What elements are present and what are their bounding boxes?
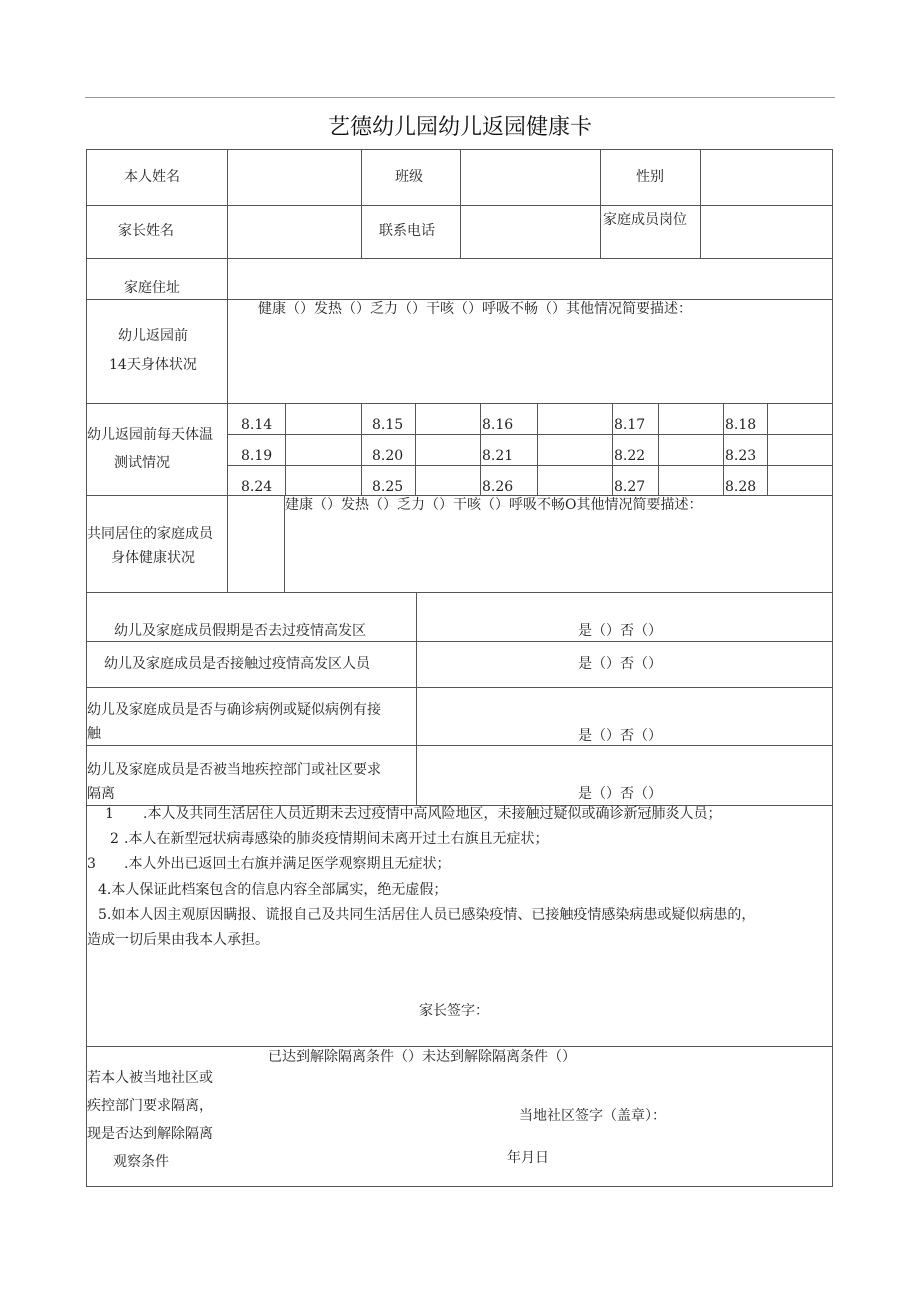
question-text: 幼儿及家庭成员是否接触过疫情高发区人员 xyxy=(104,656,370,672)
pledge-num-1: 1 xyxy=(105,806,114,822)
question-text: 触 xyxy=(87,726,101,742)
grid-line xyxy=(86,641,833,642)
temperature-date: 8.27 xyxy=(614,479,646,495)
grid-line xyxy=(227,1046,228,1047)
temperature-input[interactable] xyxy=(286,404,360,433)
temperature-date: 8.26 xyxy=(482,479,514,495)
temperature-input[interactable] xyxy=(538,435,611,464)
grid-line xyxy=(480,403,481,496)
grid-line xyxy=(86,299,833,300)
parent-signature-label: 家长签字： xyxy=(419,1003,489,1019)
label-temp2: 测试情况 xyxy=(114,455,170,471)
grid-line xyxy=(416,592,417,806)
temperature-input[interactable] xyxy=(768,435,831,464)
date-label: 年月日 xyxy=(507,1150,549,1166)
family-status-options: 建康（）发热（）乏力（）干咳（）呼吸不畅O其他情况简要描述： xyxy=(285,497,703,513)
grid-line xyxy=(86,1046,833,1047)
temperature-input[interactable] xyxy=(286,435,360,464)
label-child14: 幼儿返园前 xyxy=(118,328,188,344)
label-phone: 联系电话 xyxy=(379,223,435,239)
grid-line xyxy=(86,495,833,496)
temperature-date: 8.17 xyxy=(614,417,646,433)
temperature-date: 8.15 xyxy=(372,417,404,433)
grid-line xyxy=(86,592,833,593)
question-text: 幼儿及家庭成员是否被当地疾控部门或社区要求 xyxy=(87,762,381,778)
pledge-num-2: 2 xyxy=(110,831,119,847)
grid-line xyxy=(361,403,362,496)
label-family: 共同居住的家庭成员 xyxy=(87,526,213,542)
temperature-input[interactable] xyxy=(416,404,479,433)
temperature-input[interactable] xyxy=(659,435,722,464)
grid-line xyxy=(460,149,461,259)
pledge-2: .本人在新型冠状病毒感染的肺炎疫情期间未离开过土右旗且无症状； xyxy=(124,831,549,847)
label-job: 家庭成员岗位 xyxy=(603,212,687,228)
label-child14b: 14天身体状况 xyxy=(109,357,197,373)
label-name: 本人姓名 xyxy=(124,169,180,185)
top-rule xyxy=(85,97,835,98)
temperature-date: 8.18 xyxy=(725,417,757,433)
temperature-input[interactable] xyxy=(286,466,360,495)
label-family2: 身体健康状况 xyxy=(111,550,195,566)
grid-line xyxy=(361,149,362,259)
yes-no-options: 是（）否（） xyxy=(578,623,662,639)
grid-line xyxy=(700,149,701,259)
community-signature-label: 当地社区签字（盖章）： xyxy=(519,1108,666,1124)
temperature-date: 8.23 xyxy=(725,448,757,464)
temperature-input[interactable] xyxy=(768,466,831,495)
temperature-date: 8.24 xyxy=(241,479,273,495)
pledge-num-3: 3 xyxy=(87,856,96,872)
grid-line xyxy=(86,745,833,746)
label-parent: 家长姓名 xyxy=(118,223,174,239)
temperature-date: 8.21 xyxy=(482,448,514,464)
temperature-input[interactable] xyxy=(538,466,611,495)
grid-line xyxy=(832,149,833,1187)
temperature-input[interactable] xyxy=(538,404,611,433)
page-title: 艺德幼儿园幼儿返园健康卡 xyxy=(327,115,592,140)
quarantine-options: 已达到解除隔离条件（）未达到解除隔离条件（） xyxy=(268,1049,576,1065)
pledge-3: .本人外出已返回土右旗并满足医学观察期且无症状； xyxy=(124,856,451,872)
question-text: 幼儿及家庭成员假期是否去过疫情高发区 xyxy=(114,623,366,639)
temperature-input[interactable] xyxy=(416,466,479,495)
label-class: 班级 xyxy=(395,169,423,185)
label-temp: 幼儿返园前每天体温 xyxy=(87,427,213,443)
grid-line xyxy=(86,149,87,1187)
grid-line xyxy=(227,149,228,259)
label-gender: 性别 xyxy=(636,169,664,185)
yes-no-options: 是（）否（） xyxy=(578,656,662,672)
pledge-1: .本人及共同生活居住人员近期未去过疫情中高风险地区，未接触过疑似或确诊新冠肺炎人员； xyxy=(143,806,722,822)
grid-line xyxy=(86,687,833,688)
temperature-date: 8.16 xyxy=(482,417,514,433)
temperature-date: 8.25 xyxy=(372,479,404,495)
quarantine-label: 若本人被当地社区或 xyxy=(87,1070,213,1086)
grid-line xyxy=(723,403,724,496)
temperature-input[interactable] xyxy=(416,435,479,464)
grid-line xyxy=(600,149,601,259)
quarantine-label: 观察条件 xyxy=(113,1154,169,1170)
yes-no-options: 是（）否（） xyxy=(578,786,662,802)
question-text: 隔离 xyxy=(87,786,115,802)
temperature-date: 8.22 xyxy=(614,448,646,464)
label-address: 家庭住址 xyxy=(124,280,180,296)
temperature-date: 8.28 xyxy=(725,479,757,495)
grid-line xyxy=(227,258,228,593)
temperature-input[interactable] xyxy=(659,466,722,495)
quarantine-label: 现是否达到解除隔离 xyxy=(87,1126,213,1142)
grid-line xyxy=(86,1186,833,1187)
temperature-input[interactable] xyxy=(768,404,831,433)
question-text: 幼儿及家庭成员是否与确诊病例或疑似病例有接 xyxy=(87,702,381,718)
quarantine-label: 疾控部门要求隔离， xyxy=(87,1098,213,1114)
temperature-date: 8.14 xyxy=(241,417,273,433)
temperature-date: 8.20 xyxy=(372,448,404,464)
pledge-5-cont: 造成一切后果由我本人承担。 xyxy=(87,932,269,948)
grid-line xyxy=(612,403,613,496)
temperature-date: 8.19 xyxy=(241,448,273,464)
temperature-input[interactable] xyxy=(659,404,722,433)
pledge-4: 4.本人保证此档案包含的信息内容全部属实，绝无虚假； xyxy=(98,882,448,898)
child-status-options: 健康（）发热（）乏力（）干咳（）呼吸不畅（）其他情况简要描述： xyxy=(258,301,692,317)
yes-no-options: 是（）否（） xyxy=(578,728,662,744)
pledge-5: 5.如本人因主观原因瞒报、谎报自己及共同生活居住人员已感染疫情、已接触疫情感染病患或疑似病患的， xyxy=(98,907,756,923)
